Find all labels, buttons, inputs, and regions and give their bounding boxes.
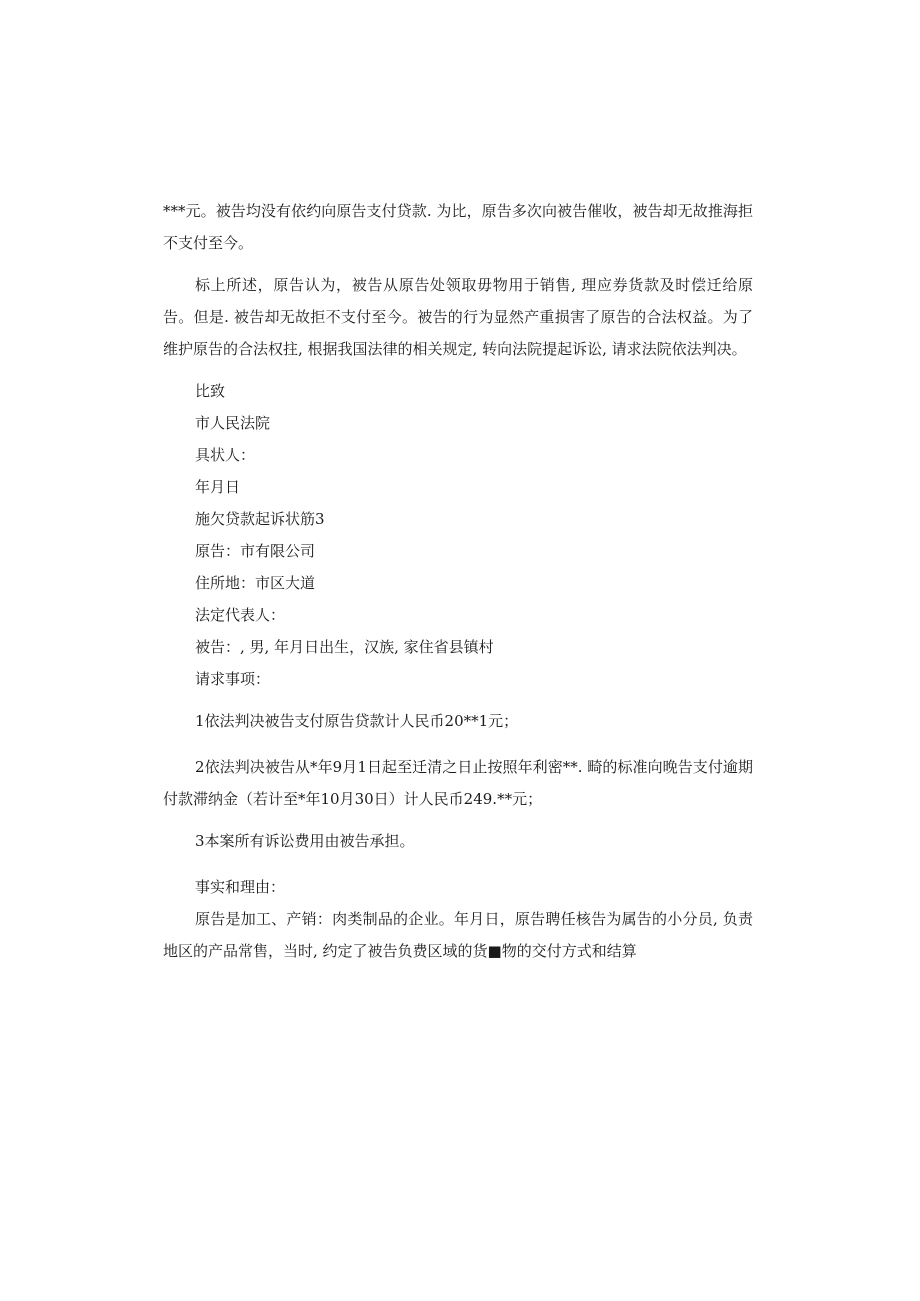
section-title: 施欠贷款起诉状筋3 bbox=[195, 510, 325, 528]
legal-representative-line: 法定代表人： bbox=[195, 606, 286, 624]
court-name: 市人民法院 bbox=[195, 414, 271, 432]
plaintiff-signature-label: 具状人： bbox=[195, 446, 256, 464]
date-line: 年月日 bbox=[195, 478, 241, 496]
paragraph-summary: 标上所述，原告认为，被告从原告处领取毋物用于销售, 理应券货款及时偿迁给原告。但是. 被告却无故拒不支付至今。被告的行为显然产重损害了原告的合法权益。为了维护原告的合法权拄, 根据我国法律的相关规定, 转向法院提起诉讼, 请求法院依法判决。 bbox=[163, 276, 753, 358]
facts-heading: 事实和理由： bbox=[195, 878, 286, 896]
plaintiff-line: 原告：市有限公司 bbox=[195, 542, 316, 560]
address-line: 住所地：市区大道 bbox=[195, 574, 316, 592]
closing-salutation: 比致 bbox=[195, 382, 226, 400]
paragraph-payment-refusal: ***元。被告均没有依约向原告支付贷款. 为比，原告多次向被告催收，被告却无故推海拒不支付至今。 bbox=[163, 202, 753, 252]
defendant-line: 被告：, 男, 年月日出生，汉族, 家住省县镇村 bbox=[195, 638, 494, 656]
claim-item-2: 2依法判决被告从*年9月1日起至迁清之日止按照年利密**. 畸的标准向晚告支付逾期付款滞纳金（若计至*年10月30日）计人民币249.**元； bbox=[163, 758, 753, 808]
claims-heading: 请求事项： bbox=[195, 670, 271, 688]
document-body bbox=[163, 195, 753, 967]
claim-item-1: 1依法判决被告支付原告贷款计人民币20**1元； bbox=[195, 712, 519, 730]
facts-paragraph: 原告是加工、产销：肉类制品的企业。年月日，原告聘任核告为属告的小分员, 负责地区的产品常售，当时, 约定了被告负费区域的货■物的交付方式和结算 bbox=[163, 910, 753, 960]
claim-item-3: 3本案所有诉讼费用由被告承担。 bbox=[195, 832, 415, 850]
